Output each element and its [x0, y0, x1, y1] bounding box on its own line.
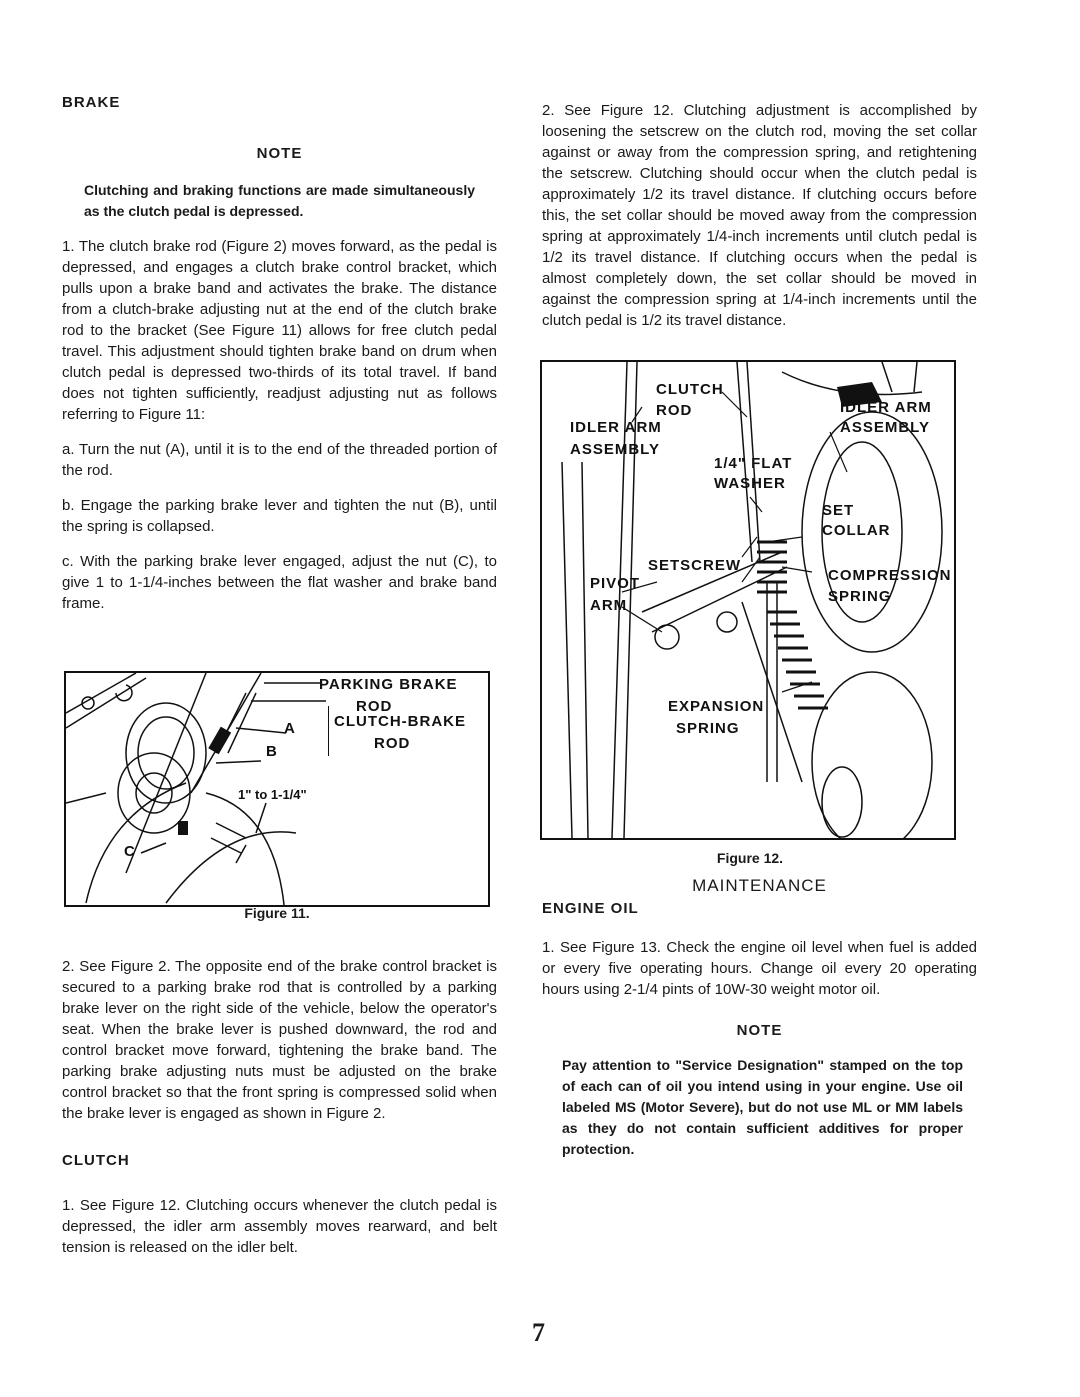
step-b: b. Engage the parking brake lever and tighten the nut (B), until the spring is collapsed.	[62, 497, 497, 535]
label-pivot-arm: PIVOT	[590, 575, 641, 592]
label-clutch-rod-2: ROD	[656, 402, 693, 419]
oil-note-text: Pay attention to "Service Designation" stamped on the top of each can of oil you intend using in your engine. Use oil labeled MS (Motor Severe), but do not use ML or MM labels as they do not contain sufficient additives for proper protection.	[562, 1057, 963, 1157]
right-column-lower	[542, 876, 977, 1160]
step-c: c. With the parking brake lever engaged, adjust the nut (C), to give 1 to 1-1/4-inches between the flat washer and brake band frame.	[62, 553, 497, 612]
bracket-line	[328, 706, 329, 756]
label-clutch-brake-rod: CLUTCH-BRAKE	[334, 713, 466, 730]
right-column	[542, 100, 977, 331]
label-set-collar: SET	[822, 502, 855, 519]
clutch-heading: CLUTCH	[62, 1152, 130, 1169]
engine-oil-heading: ENGINE OIL	[542, 900, 639, 917]
left-column-lower	[62, 956, 497, 1258]
label-a: A	[284, 720, 296, 737]
label-expansion-spring-2: SPRING	[676, 720, 740, 737]
label-parking-brake-rod-2: ROD	[356, 698, 393, 715]
label-pivot-arm-2: ARM	[590, 597, 628, 614]
label-idler-arm-left-2: ASSEMBLY	[570, 441, 660, 458]
label-expansion-spring: EXPANSION	[668, 698, 765, 715]
brake-paragraph-1: 1. The clutch brake rod (Figure 2) moves forward, as the pedal is depressed, and engages a clutch brake control bracket, which pulls upon a brake band and activates the brake. The distance from a clutch-brake adjusting nut at the end of the clutch brake rod to the bracket (See Figure 11) allows for free clutch pedal travel. This adjustment should tighten brake band on drum when clutch pedal is depressed two-thirds of its total travel. If band does not tighten sufficiently, readjust adjusting nut as follows referring to Figure 11:	[62, 238, 497, 423]
label-flat-washer-2: WASHER	[714, 475, 786, 492]
label-set-collar-2: COLLAR	[822, 522, 891, 539]
step-a: a. Turn the nut (A), until it is to the end of the threaded portion of the rod.	[62, 441, 497, 479]
maintenance-heading: MAINTENANCE	[692, 876, 827, 895]
left-column	[62, 94, 497, 614]
label-parking-brake-rod: PARKING BRAKE	[319, 676, 458, 693]
figure-12-caption: Figure 12.	[716, 850, 784, 866]
label-flat-washer: 1/4" FLAT	[714, 455, 793, 472]
label-compression-spring-2: SPRING	[828, 588, 892, 605]
oil-note-heading: NOTE	[736, 1022, 783, 1039]
engine-oil-paragraph: 1. See Figure 13. Check the engine oil level when fuel is added or every five operating hours. Change oil every 20 operating hours using 2-1/4 pints of 10W-30 weight motor oil.	[542, 939, 977, 998]
label-clutch-brake-rod-2: ROD	[374, 735, 411, 752]
clutch-paragraph-2: 2. See Figure 12. Clutching adjustment is accomplished by loosening the setscrew on the clutch rod, moving the set collar against or away from the compression spring, and retightening the setscrew. Clutching should occur when the clutch pedal is approximately 1/2 its travel distance. If clutching occurs before this, the set collar should be moved away from the compression spring at approximately 1/4-inch increments until clutch pedal is 1/2 its travel distance. If clutching occurs when the pedal is almost completely down, the set collar should be moved in against the compression spring at 1/4-inch increments until the clutch pedal is 1/2 its travel distance.	[542, 102, 977, 329]
figure-11	[64, 671, 490, 907]
label-c: C	[124, 843, 136, 860]
label-clutch-rod: CLUTCH	[656, 381, 724, 398]
brake-heading: BRAKE	[62, 94, 121, 111]
label-dimension: 1" to 1-1/4"	[238, 787, 307, 802]
label-idler-arm-left: IDLER ARM	[570, 419, 662, 436]
label-setscrew: SETSCREW	[648, 557, 742, 574]
label-b: B	[266, 743, 278, 760]
note-text: Clutching and braking functions are made simultaneously as the clutch pedal is depressed.	[84, 182, 475, 219]
brake-paragraph-2: 2. See Figure 2. The opposite end of the brake control bracket is secured to a parking brake rod that is controlled by a parking brake lever on the right side of the vehicle, below the operator's seat. When the brake lever is pushed downward, the rod and control bracket move forward, tightening the brake band. The parking brake adjusting nuts must be adjusted on the brake control bracket so that the front spring is compressed solid when the brake lever is engaged as shown in Figure 2.	[62, 958, 497, 1122]
clutch-paragraph-1: 1. See Figure 12. Clutching occurs whenever the clutch pedal is depressed, the idler arm assembly moves rearward, and belt tension is released on the idler belt.	[62, 1197, 497, 1256]
note-heading: NOTE	[256, 145, 303, 162]
figure-11-caption: Figure 11.	[244, 905, 310, 921]
figure-12	[540, 360, 956, 840]
label-idler-arm-right: IDLER ARM	[840, 399, 932, 416]
label-compression-spring: COMPRESSION	[828, 567, 952, 584]
page-number: 7	[532, 1318, 545, 1347]
label-idler-arm-right-2: ASSEMBLY	[840, 419, 930, 436]
